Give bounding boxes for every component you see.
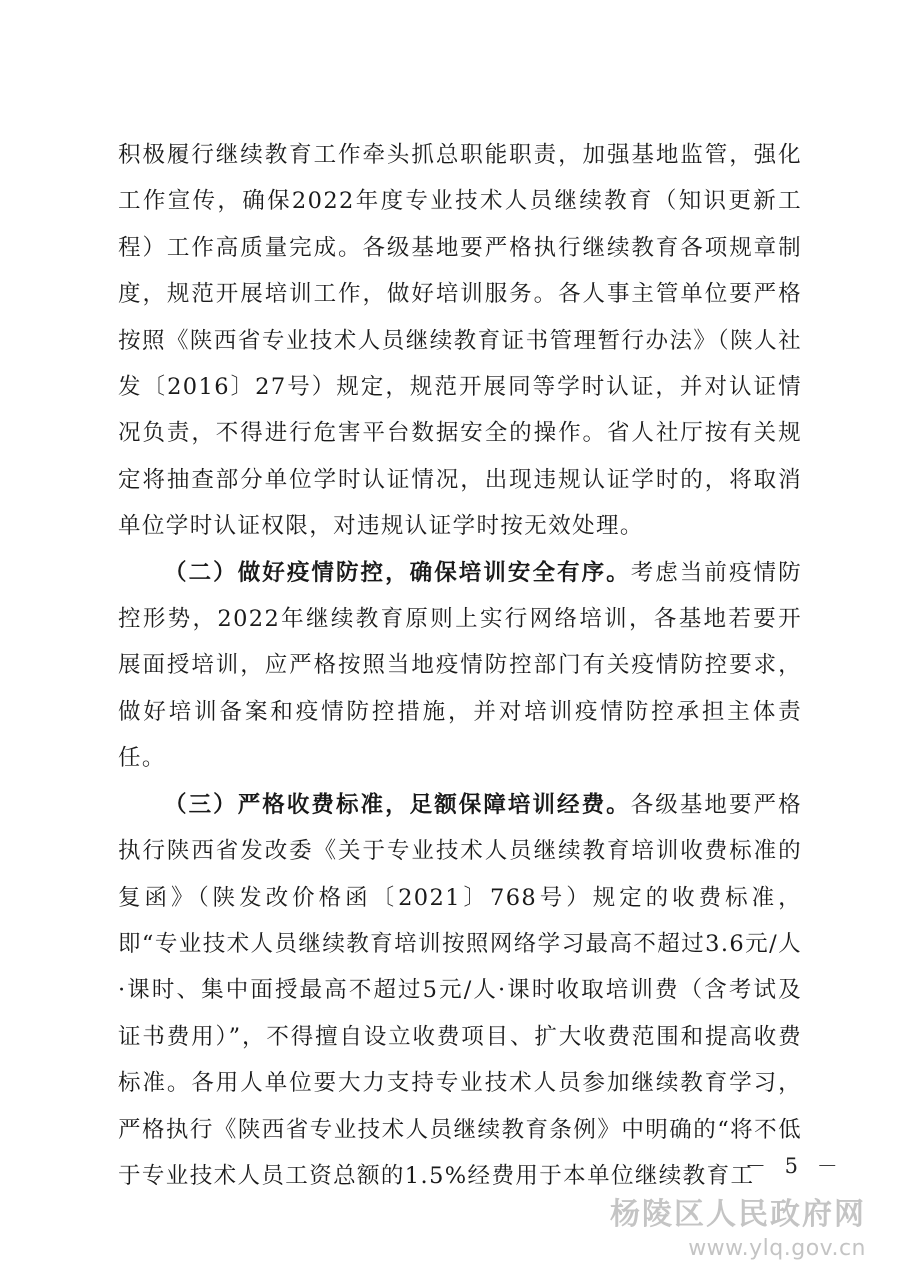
document-body	[118, 132, 802, 1199]
paragraph-2-text: 考虑当前疫情防控形势，2022年继续教育原则上实行网络培训，各基地若要开展面授培训，应严格按照当地疫情防控部门有关疫情防控要求，做好培训备案和疫情防控措施，并对培训疫情防控承担主体责任。	[118, 559, 802, 772]
watermark-site-name: 杨陵区人民政府网	[610, 1197, 866, 1232]
paragraph-3-heading: （三）严格收费标准，足额保障培训经费。	[164, 791, 631, 818]
watermark-site-url: www.ylq.gov.cn	[688, 1236, 866, 1261]
paragraph-1	[118, 132, 802, 550]
paragraph-1-text: 积极履行继续教育工作牵头抓总职能职责，加强基地监管，强化工作宣传，确保2022年度专业技术人员继续教育（知识更新工程）工作高质量完成。各级基地要严格执行继续教育各项规章制度，规范开展培训工作，做好培训服务。各人事主管单位要严格按照《陕西省专业技术人员继续教育证书管理暂行办法》（陕人社发〔2016〕27号）规定，规范开展同等学时认证，并对认证情况负责，不得进行危害平台数据安全的操作。省人社厅按有关规定将抽查部分单位学时认证情况，出现违规认证学时的，将取消单位学时认证权限，对违规认证学时按无效处理。	[118, 142, 802, 540]
site-watermark	[596, 1196, 866, 1264]
paragraph-3-text: 各级基地要严格执行陕西省发改委《关于专业技术人员继续教育培训收费标准的复函》（陕发改价格函〔2021〕768号）规定的收费标准，即“专业技术人员继续教育培训按照网络学习最高不超过3.6元/人·课时、集中面授最高不超过5元/人·课时收取培训费（含考试及证书费用）”，不得擅自设立收费项目、扩大收费范围和提高收费标准。各用人单位要大力支持专业技术人员参加继续教育学习，严格执行《陕西省专业技术人员继续教育条例》中明确的“将不低于专业技术人员工资总额的1.5%经费用于本单位继续教育工	[118, 791, 802, 1189]
paragraph-2	[118, 550, 802, 782]
paragraph-3	[118, 782, 802, 1200]
page-number: － 5 －	[745, 1154, 844, 1178]
paragraph-2-heading: （二）做好疫情防控，确保培训安全有序。	[164, 559, 631, 586]
